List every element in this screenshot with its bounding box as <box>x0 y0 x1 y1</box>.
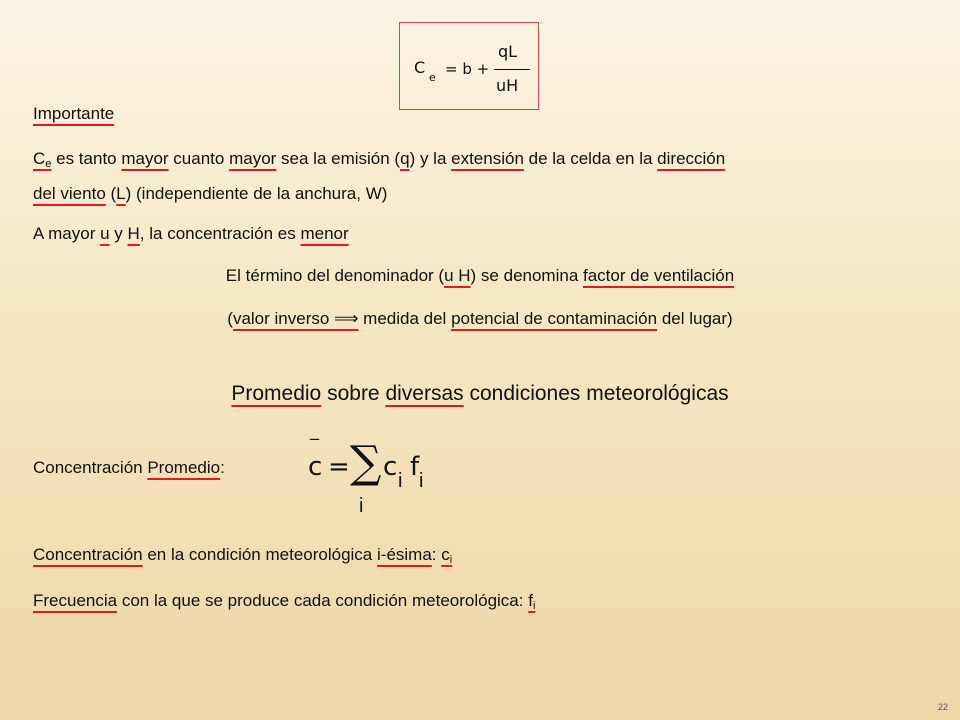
def-fi-sub: i <box>532 600 536 612</box>
u-symbol: u <box>100 224 110 243</box>
text: ) se denomina <box>470 266 583 285</box>
text: y <box>109 224 128 243</box>
sigma-icon: ∑ <box>350 437 382 488</box>
definition-concentracion <box>33 545 452 566</box>
extension-word: extensión <box>451 149 524 168</box>
paragraph-line-1 <box>33 149 725 170</box>
average-label <box>33 458 225 478</box>
average-formula <box>300 420 480 520</box>
text: El término del denominador ( <box>225 266 445 285</box>
equals-sign: = <box>328 452 350 482</box>
H-symbol: H <box>127 224 140 243</box>
text: ) y la <box>409 149 452 168</box>
sum-index: i <box>359 495 364 517</box>
heading-diversas: diversas <box>385 382 464 405</box>
text: con la que se produce cada condición meteorológica: <box>117 591 529 610</box>
text: en la condición meteorológica <box>142 545 377 564</box>
page-number: 22 <box>937 702 948 712</box>
del-viento: del viento <box>33 184 106 203</box>
section-heading <box>0 382 960 406</box>
implies-arrow-icon: ⟹ <box>334 309 359 328</box>
mayor-2: mayor <box>229 149 277 168</box>
formula-ce-subscript: e <box>429 71 436 84</box>
c-i: c <box>383 452 398 482</box>
text: , la concentración es <box>139 224 301 243</box>
text: : <box>220 458 225 477</box>
q-symbol: q <box>400 149 410 168</box>
formula-denominator: uH <box>496 76 519 95</box>
importante-label: Importante <box>33 104 115 123</box>
text: ( <box>227 309 233 328</box>
menor-word: menor <box>300 224 349 243</box>
text: condiciones meteorológicas <box>463 382 729 405</box>
potencial-contaminacion: potencial de contaminación <box>451 309 658 328</box>
def-frecuencia-word: Frecuencia <box>33 591 118 610</box>
text: : <box>431 545 442 564</box>
text: cuanto <box>168 149 230 168</box>
text: A mayor <box>33 224 101 243</box>
importante-heading <box>33 104 114 124</box>
text: es tanto <box>51 149 122 168</box>
definition-frecuencia <box>33 591 535 612</box>
ce-c: C <box>33 149 46 168</box>
text: sea la emisión ( <box>276 149 401 168</box>
f-i-subscript: i <box>419 470 424 492</box>
text: ( <box>105 184 117 203</box>
L-symbol: L <box>116 184 126 203</box>
f-i: f <box>410 452 420 482</box>
def-ci-sub: i <box>449 554 453 566</box>
formula-ce: C <box>414 58 426 77</box>
valor-inverso-text: valor inverso <box>232 309 335 328</box>
def-fi-f: f <box>528 591 533 610</box>
def-concentracion-word: Concentración <box>33 545 143 564</box>
text: del lugar) <box>657 309 733 328</box>
text: ) (independiente de la anchura, W) <box>125 184 388 203</box>
ce-e: e <box>45 158 52 170</box>
formula-numerator: qL <box>498 42 518 61</box>
def-ci <box>441 545 452 564</box>
text: medida del <box>358 309 452 328</box>
paragraph-line-3 <box>33 224 349 244</box>
text: de la celda en la <box>523 149 658 168</box>
label-promedio: Promedio <box>147 458 221 477</box>
heading-promedio: Promedio <box>231 382 322 405</box>
uH-symbol: u H <box>444 266 471 285</box>
def-i-esima: i-ésima <box>377 545 432 564</box>
factor-ventilacion: factor de ventilación <box>583 266 735 285</box>
paragraph-line-2 <box>33 184 387 204</box>
direccion-word: dirección <box>657 149 726 168</box>
formula-box <box>399 22 539 110</box>
paragraph-line-4 <box>0 266 960 286</box>
text: sobre <box>321 382 386 405</box>
c-bar: _ <box>310 420 319 441</box>
text: Concentración <box>33 458 148 477</box>
formula-equals-b: = b + <box>445 60 490 78</box>
formula-fraction-bar <box>494 69 530 70</box>
paragraph-line-5 <box>0 309 960 329</box>
def-ci-c: c <box>441 545 450 564</box>
c-i-subscript: i <box>398 470 403 492</box>
c-average: c <box>308 452 323 482</box>
ce-symbol <box>33 149 51 168</box>
mayor-1: mayor <box>121 149 169 168</box>
valor-inverso <box>233 309 358 328</box>
def-fi <box>528 591 535 610</box>
